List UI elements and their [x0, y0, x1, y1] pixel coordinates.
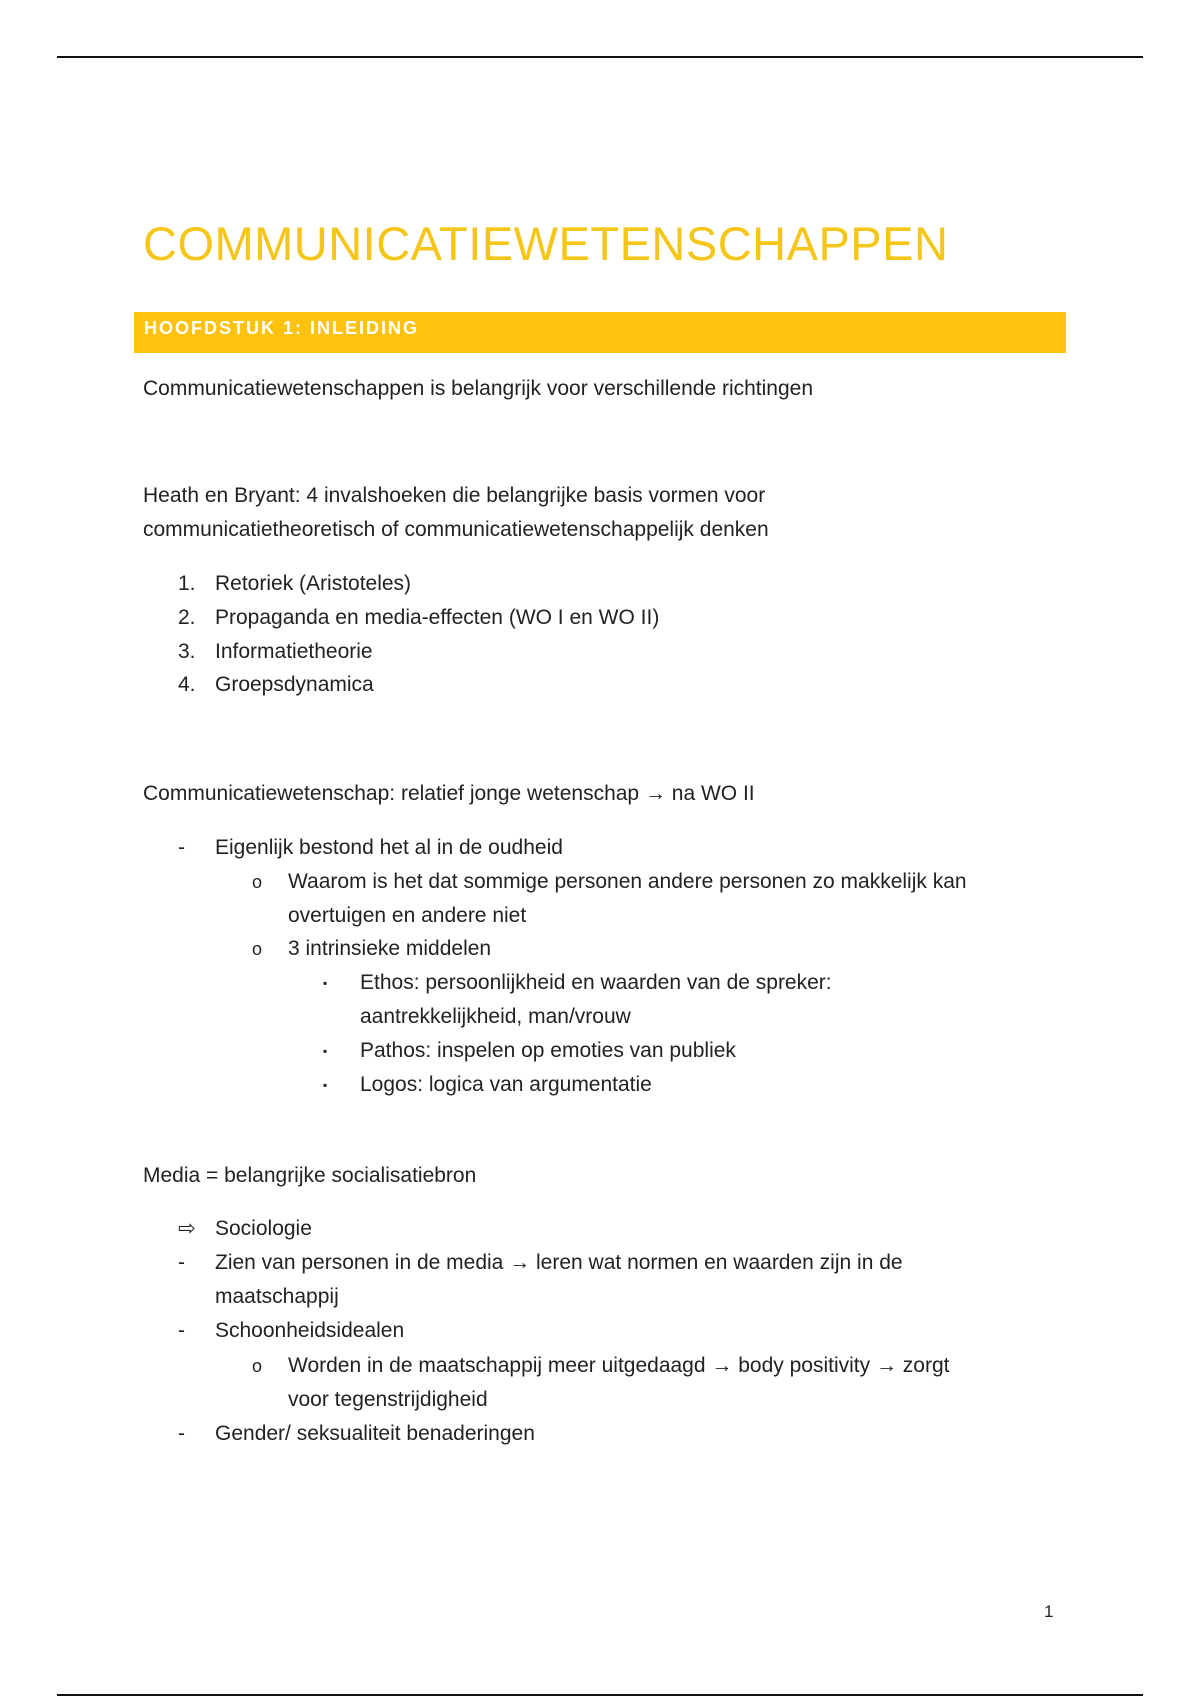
document-title: COMMUNICATIEWETENSCHAPPEN: [143, 217, 949, 270]
chapter-heading-bar: [134, 312, 1066, 353]
list-item: Zien van personen in de media → leren wat normen en waarden zijn in de: [215, 1251, 903, 1274]
dash-bullet: -: [178, 836, 185, 859]
intro-paragraph: Communicatiewetenschappen is belangrijk voor verschillende richtingen: [143, 377, 814, 400]
list-number: 4.: [178, 673, 196, 696]
list-item: Eigenlijk bestond het al in de oudheid: [215, 836, 563, 859]
footer-rule: [57, 1694, 1143, 1696]
list-item-continuation: voor tegenstrijdigheid: [288, 1388, 488, 1411]
square-bullet: ▪: [323, 1078, 328, 1092]
dash-bullet: -: [178, 1422, 185, 1445]
media-paragraph: Media = belangrijke socialisatiebron: [143, 1164, 477, 1187]
header-rule: [57, 56, 1143, 58]
list-item: Logos: logica van argumentatie: [360, 1073, 652, 1096]
list-number: 3.: [178, 640, 196, 663]
dash-bullet: -: [178, 1319, 185, 1342]
dash-bullet: -: [178, 1251, 185, 1274]
list-item: Groepsdynamica: [215, 673, 374, 696]
list-item: Pathos: inspelen op emoties van publiek: [360, 1039, 736, 1062]
list-item: Gender/ seksualiteit benaderingen: [215, 1422, 535, 1445]
arrow-right-icon: ⇨: [178, 1217, 196, 1240]
list-item: Ethos: persoonlijkheid en waarden van de spreker:: [360, 971, 832, 994]
square-bullet: ▪: [323, 976, 328, 990]
list-item-continuation: maatschappij: [215, 1285, 339, 1308]
young-science-paragraph: Communicatiewetenschap: relatief jonge wetenschap → na WO II: [143, 782, 755, 805]
circle-bullet: o: [252, 872, 263, 892]
list-item: Informatietheorie: [215, 640, 373, 663]
heath-paragraph-line-2: communicatietheoretisch of communicatiewetenschappelijk denken: [143, 518, 769, 541]
list-item: Propaganda en media-effecten (WO I en WO II): [215, 606, 660, 629]
page-number: 1: [1044, 1602, 1054, 1621]
list-item: Worden in de maatschappij meer uitgedaagd → body positivity → zorgt: [288, 1354, 950, 1377]
list-item: Retoriek (Aristoteles): [215, 572, 412, 595]
heath-paragraph-line-1: Heath en Bryant: 4 invalshoeken die belangrijke basis vormen voor: [143, 484, 766, 507]
list-item-continuation: aantrekkelijkheid, man/vrouw: [360, 1005, 631, 1028]
list-item: Waarom is het dat sommige personen andere personen zo makkelijk kan: [288, 870, 967, 893]
list-item: 3 intrinsieke middelen: [288, 937, 492, 960]
circle-bullet: o: [252, 1356, 263, 1376]
list-number: 2.: [178, 606, 196, 629]
list-item: Schoonheidsidealen: [215, 1319, 405, 1342]
list-number: 1.: [178, 572, 196, 595]
square-bullet: ▪: [323, 1044, 328, 1058]
chapter-heading: HOOFDSTUK 1: INLEIDING: [144, 318, 420, 338]
list-item: Sociologie: [215, 1217, 312, 1240]
circle-bullet: o: [252, 939, 263, 959]
list-item-continuation: overtuigen en andere niet: [288, 904, 527, 927]
